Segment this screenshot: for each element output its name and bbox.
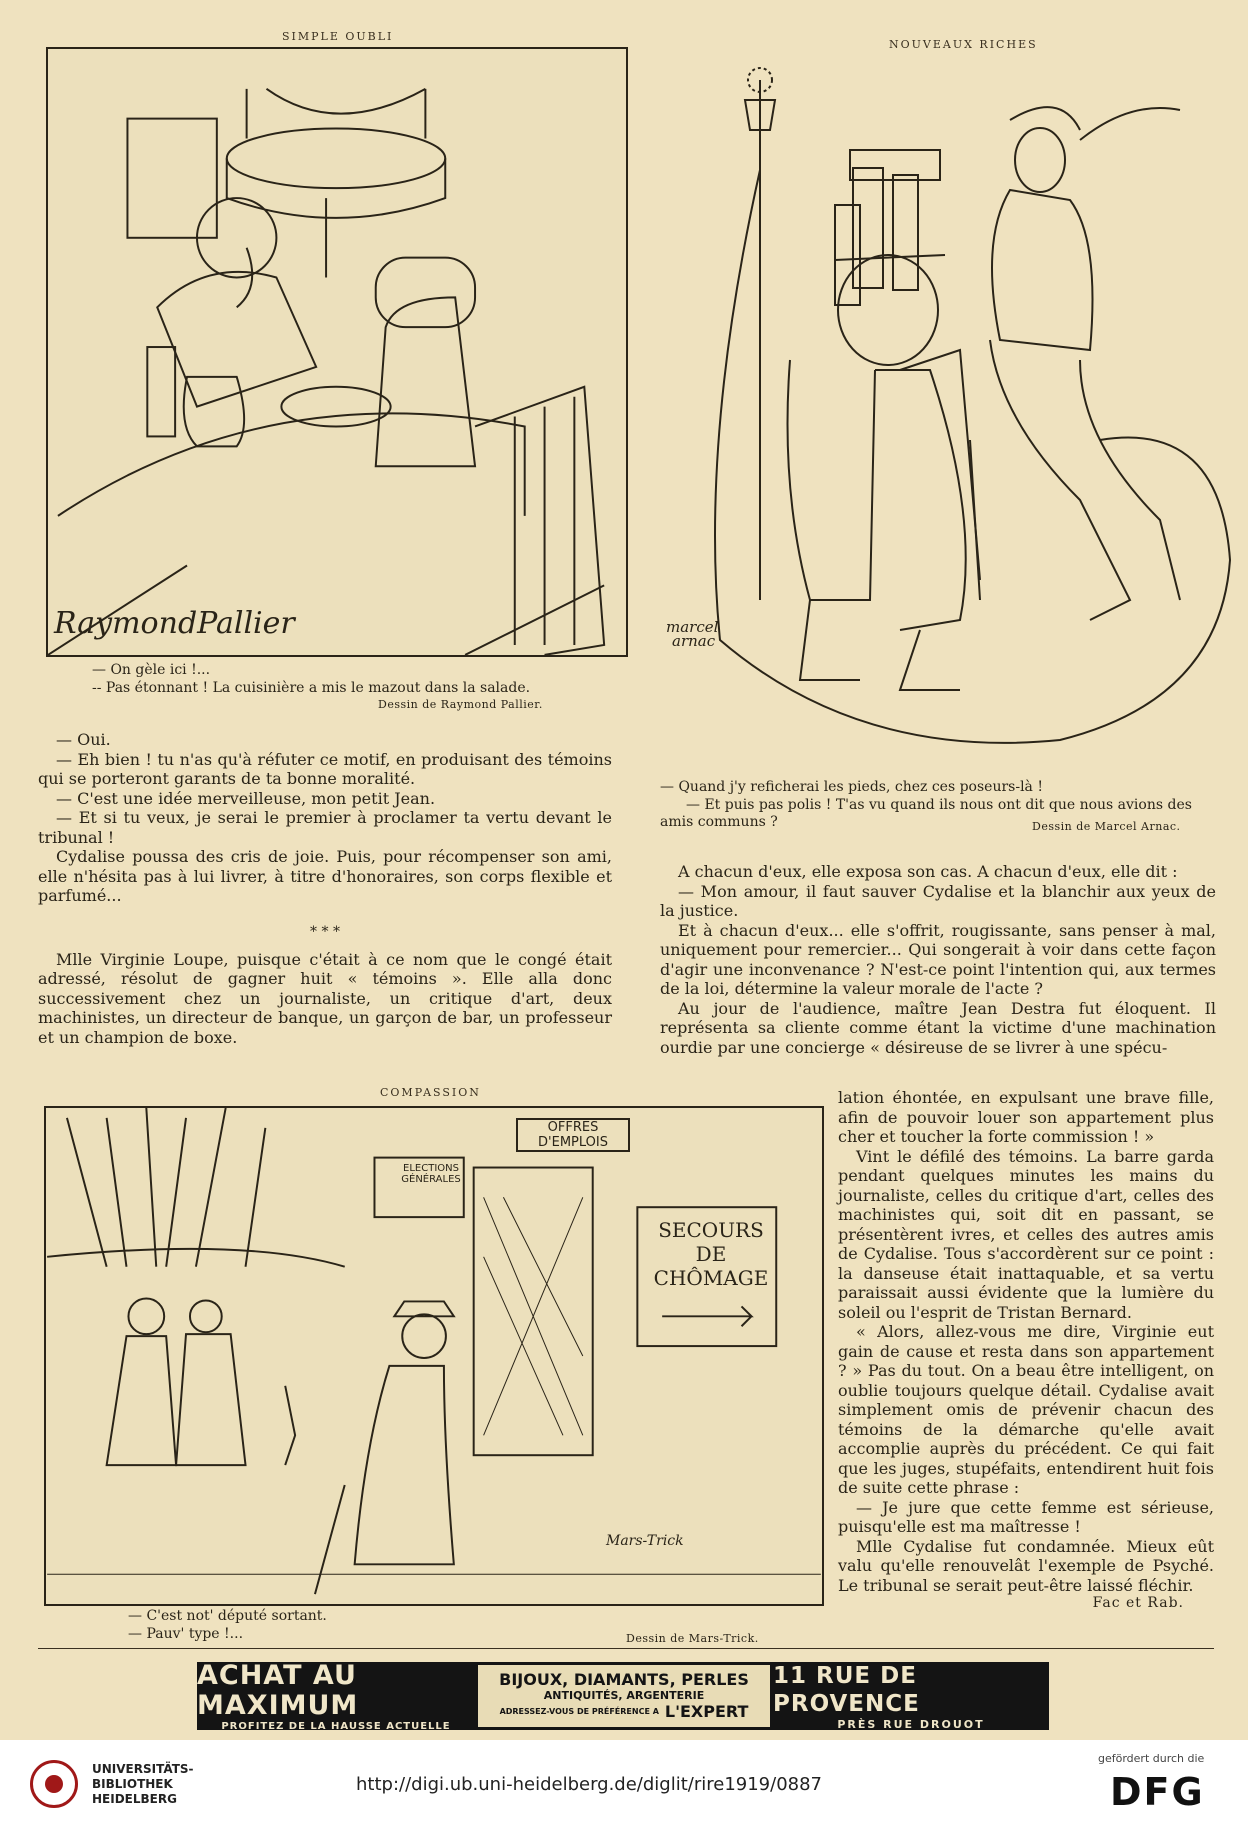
signature-raymond-pallier: RaymondPallier	[54, 606, 295, 641]
sign-secours-chomage: SECOURS DE CHÔMAGE	[653, 1218, 769, 1290]
caption-line: — Et puis pas polis ! T'as vu quand ils nous ont dit que nous avions des amis communs ?	[660, 797, 1192, 830]
library-line: UNIVERSITÄTS-	[92, 1762, 194, 1776]
paragraph: Et à chacun d'eux... elle s'offrit, rougissante, sans penser à mal, uniquement pour remercier... Qui songerait à voir dans cette façon d'agir une inconvenance ? N'est-ce point l'intention qui, aux termes de la loi, détermine la valeur morale de l'acte ?	[660, 920, 1216, 998]
university-seal-icon	[30, 1760, 78, 1808]
caption-line: — Quand j'y reficherai les pieds, chez ces poseurs-là !	[660, 779, 1043, 795]
paragraph: lation éhontée, en expulsant une brave fille, afin de pouvoir louer son appartement plus cher et toucher la forte commission ! »	[838, 1088, 1214, 1146]
ad-block-adresse	[773, 1662, 1049, 1730]
paragraph: — Mon amour, il faut sauver Cydalise et la blanchir aux yeux de la justice.	[660, 881, 1216, 920]
ad-subline: PROFITEZ DE LA HAUSSE ACTUELLE	[221, 1720, 451, 1732]
rich-couple-illustration	[660, 40, 1235, 760]
ad-headline: 11 RUE DE PROVENCE	[773, 1662, 920, 1717]
library-line: HEIDELBERG	[92, 1792, 177, 1806]
caption-line: — C'est not' député sortant.	[128, 1608, 327, 1624]
right-column-text-full	[660, 862, 1216, 1057]
source-url-link[interactable]: http://digi.ub.uni-heidelberg.de/diglit/rire1919/0887	[356, 1774, 823, 1795]
credit-raymond-pallier: Dessin de Raymond Pallier.	[378, 698, 543, 711]
left-column-text	[38, 730, 612, 1047]
digitization-footer	[0, 1740, 1248, 1828]
library-name	[92, 1762, 194, 1807]
caption-line: — Pauv' type !...	[128, 1626, 244, 1642]
signature-line: arnac	[672, 632, 716, 650]
sign-elections-generales: ELECTIONS GÉNÉRALES	[401, 1163, 461, 1185]
paragraph: — Je jure que cette femme est sérieuse, puisqu'elle est ma maîtresse !	[838, 1497, 1214, 1536]
funded-by-label: gefördert durch die	[1098, 1752, 1205, 1765]
cartoon-simple-oubli	[46, 47, 628, 657]
ad-block-achat	[197, 1659, 475, 1732]
cartoon-nouveaux-riches	[660, 40, 1235, 760]
paragraph: « Alors, allez-vous me dire, Virginie eut gain de cause et resta dans son appartement ? » Pas du tout. On a beau être intelligent, on oublie toujours quelque détail. Cydalise avait simplement omis de prévenir chacun des témoins de la démarche qu'elle avait accomplie auprès du précédent. Ce qui fait que les juges, stupéfaits, entendirent huit fois de suite cette phrase :	[838, 1322, 1214, 1497]
ad-line: ANTIQUITÉS, ARGENTERIE	[543, 1689, 705, 1702]
paragraph: — Eh bien ! tu n'as qu'à réfuter ce motif, en produisant des témoins qui se porteront garants de ta bonne moralité.	[38, 749, 612, 788]
author-signoff: Fac et Rab.	[1092, 1595, 1184, 1611]
section-separator: * * *	[310, 923, 340, 940]
paragraph: — C'est une idée merveilleuse, mon petit Jean.	[56, 788, 436, 808]
paragraph: — Et si tu veux, je serai le premier à proclamer ta vertu devant le tribunal !	[38, 808, 612, 847]
ad-subline: PRÈS RUE DROUOT	[837, 1717, 985, 1731]
signature-line: marcel	[666, 618, 719, 636]
credit-mars-trick: Dessin de Mars-Trick.	[626, 1632, 759, 1645]
cartoon-title-simple-oubli: SIMPLE OUBLI	[282, 30, 394, 43]
paragraph: Mlle Virginie Loupe, puisque c'était à ce nom que le congé était adressé, résolut de gagner huit « témoins ». Elle alla donc successivement chez un journaliste, un critique d'art, deux machinistes, un directeur de banque, un garçon de bar, un professeur et un champion de boxe.	[38, 949, 612, 1047]
library-line: BIBLIOTHEK	[92, 1777, 173, 1791]
advertisement-banner	[197, 1659, 1049, 1732]
cartoon-compassion	[44, 1106, 824, 1606]
caption-line: — On gèle ici !...	[92, 662, 211, 678]
signature-marcel-arnac	[666, 620, 718, 648]
restaurant-scene-illustration	[48, 49, 626, 655]
cartoon-title-nouveaux-riches: NOUVEAUX RICHES	[889, 38, 1038, 51]
ad-headline: ACHAT AU MAXIMUM	[197, 1659, 359, 1721]
divider	[38, 1648, 1214, 1649]
right-column-text-narrow	[838, 1088, 1214, 1611]
sign-offres-emplois: OFFRES D'EMPLOIS	[516, 1118, 630, 1152]
ad-line: ADRESSEZ-VOUS DE PRÉFÉRENCE A	[499, 1707, 659, 1716]
ad-headline: BIJOUX, DIAMANTS, PERLES	[499, 1670, 749, 1689]
ad-block-bijoux	[475, 1662, 773, 1730]
signature-mars-trick: Mars-Trick	[606, 1533, 684, 1549]
caption-line: -- Pas étonnant ! La cuisinière a mis le mazout dans la salade.	[92, 680, 531, 696]
paragraph: Au jour de l'audience, maître Jean Destra fut éloquent. Il représenta sa cliente comme étant la victime d'une machination ourdie par une concierge « désireuse de se livrer à une spécu-	[660, 998, 1216, 1057]
paragraph: — Oui.	[56, 730, 111, 749]
paragraph: Mlle Cydalise fut condamnée. Mieux eût valu qu'elle renouvelât l'exemple de Psyché. Le tribunal se serait peut-être laissé fléchir.	[838, 1536, 1214, 1595]
credit-marcel-arnac: Dessin de Marcel Arnac.	[1032, 820, 1181, 833]
ad-expert: L'EXPERT	[664, 1702, 749, 1721]
paragraph: A chacun d'eux, elle exposa son cas. A chacun d'eux, elle dit :	[678, 862, 1178, 881]
paragraph: Cydalise poussa des cris de joie. Puis, pour récompenser son ami, elle n'hésita pas à lui livrer, à titre d'honoraires, son corps flexible et parfumé...	[38, 847, 612, 905]
paragraph: Vint le défilé des témoins. La barre garda pendant quelques minutes les mains du journaliste, celles du critique d'art, celles des machinistes qui, soit dit en passant, se présentèrent ivres, et celles des autres amis de Cydalise. Tous s'accordèrent sur ce point : la danseuse était inattaquable, et sa vertu paraissait aussi évidente que la lumière du soleil ou l'esprit de Tristan Bernard.	[838, 1146, 1214, 1322]
cartoon-title-compassion: COMPASSION	[380, 1086, 481, 1099]
dfg-logo: DFG	[1110, 1770, 1205, 1814]
